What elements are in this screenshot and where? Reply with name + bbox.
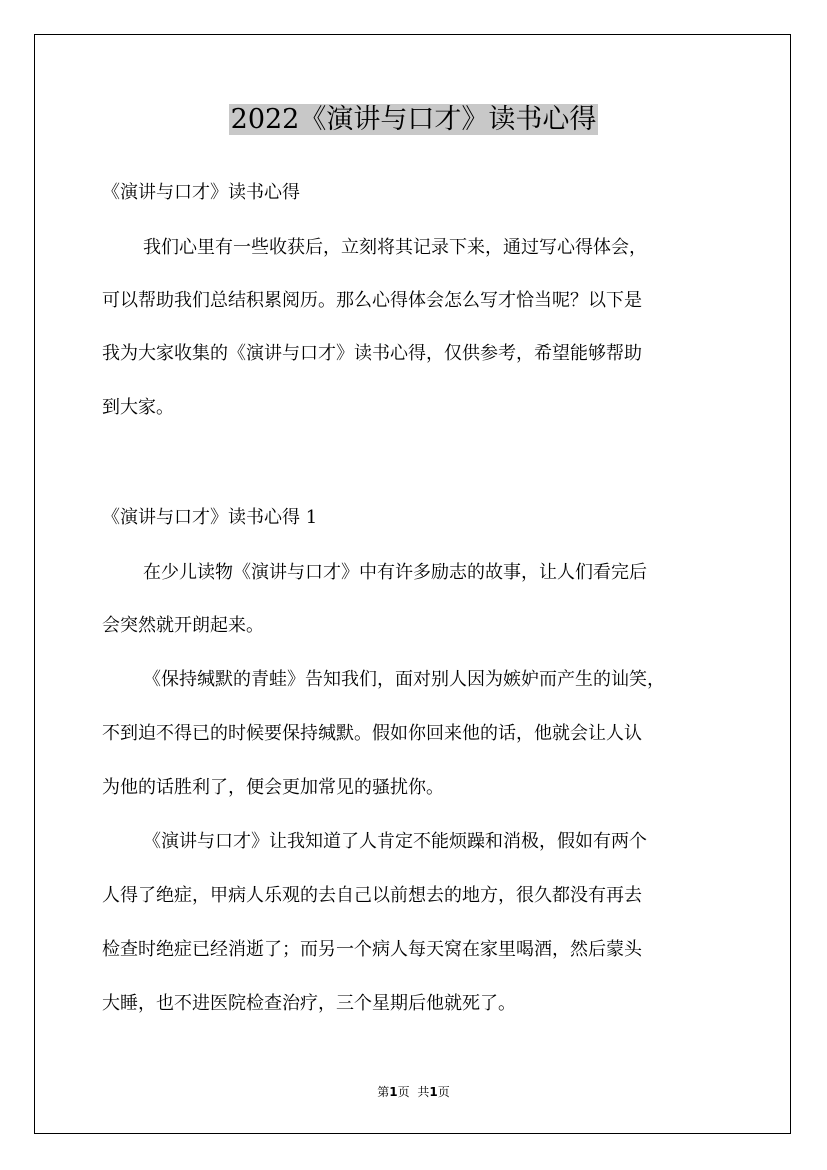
p3-line-4: 大睡，也不进医院检查治疗，三个星期后他就死了。 <box>102 993 516 1014</box>
p3-line-1: 《演讲与口才》让我知道了人肯定不能烦躁和消极，假如有两个 <box>143 831 647 852</box>
p1-line-2: 会突然就开朗起来。 <box>102 615 264 636</box>
intro-line-2: 可以帮助我们总结积累阅历。那么心得体会怎么写才恰当呢？以下是 <box>102 290 642 311</box>
intro-line-3: 我为大家收集的《演讲与口才》读书心得，仅供参考，希望能够帮助 <box>102 343 642 364</box>
page-number: 1 <box>389 1085 398 1099</box>
p2-line-2: 不到迫不得已的时候要保持缄默。假如你回来他的话，他就会让人认 <box>102 723 642 744</box>
total-suffix: 页 <box>437 1085 450 1099</box>
document-title <box>0 100 827 140</box>
total-prefix: 共 <box>417 1085 430 1099</box>
p2-line-1: 《保持缄默的青蛙》告知我们，面对别人因为嫉妒而产生的讪笑， <box>143 669 665 690</box>
p3-line-2: 人得了绝症，甲病人乐观的去自己以前想去的地方，很久都没有再去 <box>102 885 642 906</box>
page-prefix: 第 <box>377 1085 390 1099</box>
p2-line-3: 为他的话胜利了，便会更加常见的骚扰你。 <box>102 777 444 798</box>
document-subtitle: 《演讲与口才》读书心得 <box>102 182 300 203</box>
total-pages: 1 <box>429 1085 438 1099</box>
intro-line-4: 到大家。 <box>102 397 174 418</box>
page-suffix: 页 <box>397 1085 410 1099</box>
section-heading: 《演讲与口才》读书心得 1 <box>102 507 318 528</box>
p1-line-1: 在少儿读物《演讲与口才》中有许多励志的故事，让人们看完后 <box>143 562 647 583</box>
intro-line-1: 我们心里有一些收获后，立刻将其记录下来，通过写心得体会， <box>143 237 647 258</box>
document-title-text: 2022《演讲与口才》读书心得 <box>230 104 597 135</box>
page-footer <box>0 1083 827 1101</box>
p3-line-3: 检查时绝症已经消逝了；而另一个病人每天窝在家里喝酒，然后蒙头 <box>102 939 642 960</box>
